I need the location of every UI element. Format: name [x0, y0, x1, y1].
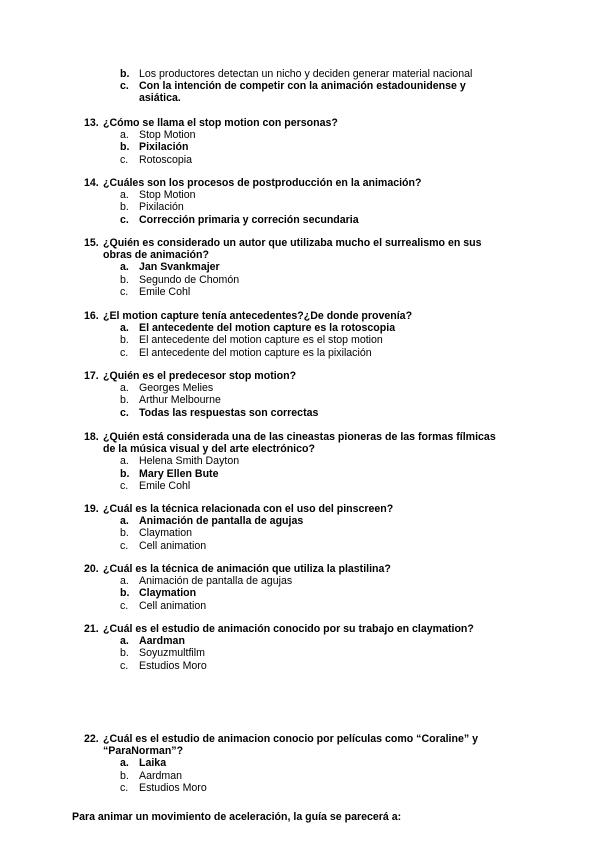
option-text: Laika	[139, 757, 167, 770]
option-text: Cell animation	[139, 539, 207, 552]
option-a	[0, 515, 600, 527]
option-text: Jan Svankmajer	[139, 261, 220, 274]
option-letter: a.	[120, 757, 129, 770]
option-text: Pixilación	[139, 141, 189, 154]
question-text: ¿Cuál es la técnica relacionada con el uso del pinscreen?	[103, 503, 394, 515]
question-text: ¿El motion capture tenía antecedentes?¿De donde provenía?	[103, 310, 413, 322]
question-13	[0, 117, 600, 166]
option-text: Arthur Melbourne	[139, 394, 221, 407]
option-c	[0, 214, 600, 226]
option-text: Georges Melies	[139, 382, 214, 395]
option-letter: b.	[120, 769, 129, 782]
question-number: 22.	[84, 733, 99, 745]
question-title	[0, 370, 600, 382]
question-text: ¿Cómo se llama el stop motion con personas?	[103, 117, 338, 129]
option-a	[0, 635, 600, 647]
option-c	[0, 600, 600, 612]
option-b	[0, 647, 600, 659]
option-letter: c.	[120, 781, 129, 794]
question-title	[0, 563, 600, 575]
option-text: Aardman	[139, 635, 185, 648]
option-c	[0, 347, 600, 359]
option-text: Los productores detectan un nicho y deciden generar material nacional	[139, 68, 473, 80]
option-c	[0, 660, 600, 672]
option-letter: c.	[120, 285, 129, 298]
question-title	[0, 177, 600, 189]
option-text: Soyuzmultfilm	[139, 647, 205, 660]
option-letter: b.	[120, 394, 129, 407]
option-letter: c.	[120, 599, 129, 612]
question-title	[0, 503, 600, 515]
option-c	[0, 286, 600, 298]
question-16	[0, 310, 600, 359]
option-letter: a.	[120, 575, 129, 588]
option-text: Helena Smith Dayton	[139, 455, 240, 468]
continued-option-b	[0, 68, 600, 80]
option-a	[0, 322, 600, 334]
option-text: Emile Cohl	[139, 479, 191, 492]
option-b	[0, 394, 600, 406]
option-text: Emile Cohl	[139, 285, 191, 298]
option-c	[0, 154, 600, 166]
option-a	[0, 129, 600, 141]
question-title	[0, 733, 600, 757]
option-text: El antecedente del motion capture es el stop motion	[139, 334, 383, 347]
option-letter: a.	[120, 382, 129, 395]
option-letter: c.	[120, 153, 129, 166]
option-c	[0, 782, 600, 794]
option-letter: c.	[120, 213, 129, 226]
continued-options	[0, 68, 600, 105]
question-number: 15.	[84, 237, 99, 249]
option-letter: a.	[120, 455, 129, 468]
option-b	[0, 334, 600, 346]
option-text: Aardman	[139, 769, 182, 782]
option-text: Estudios Moro	[139, 781, 207, 794]
question-22	[0, 733, 600, 794]
option-b	[0, 527, 600, 539]
option-text: Segundo de Chomón	[139, 273, 240, 286]
question-title	[0, 117, 600, 129]
option-text: Claymation	[139, 527, 192, 540]
question-number: 14.	[84, 177, 99, 189]
question-20	[0, 563, 600, 612]
option-text: Rotoscopia	[139, 153, 192, 166]
option-c	[0, 407, 600, 419]
option-letter: c.	[120, 406, 129, 419]
question-number: 17.	[84, 370, 99, 382]
option-letter: b.	[120, 201, 129, 214]
option-text: Estudios Moro	[139, 659, 207, 672]
option-text: Animación de pantalla de agujas	[139, 575, 293, 588]
option-letter: c.	[120, 479, 129, 492]
option-text: Cell animation	[139, 599, 207, 612]
question-number: 20.	[84, 563, 99, 575]
option-letter: b.	[120, 527, 129, 540]
option-text: El antecedente del motion capture es la pixilación	[139, 346, 372, 359]
option-text: Con la intención de competir con la animación estadounidense y asiática.	[139, 80, 466, 105]
question-text: ¿Cuáles son los procesos de postproducción en la animación?	[103, 177, 422, 189]
option-letter: a.	[120, 322, 129, 335]
option-letter: c.	[120, 80, 129, 93]
option-letter: a.	[120, 129, 129, 142]
question-title	[0, 237, 600, 261]
question-text: ¿Cuál es el estudio de animacion conocio por películas como “Coraline” y “ParaNorman”?	[103, 733, 478, 758]
option-letter: c.	[120, 346, 129, 359]
question-21	[0, 623, 600, 672]
option-text: Corrección primaria y correción secundaria	[139, 213, 359, 226]
option-c	[0, 540, 600, 552]
question-number: 21.	[84, 623, 99, 635]
continued-option-c	[0, 80, 600, 104]
option-text: Stop Motion	[139, 189, 196, 202]
question-title	[0, 310, 600, 322]
question-title	[0, 431, 600, 455]
option-b	[0, 468, 600, 480]
option-a	[0, 455, 600, 467]
option-text: Stop Motion	[139, 129, 196, 142]
option-letter: c.	[120, 539, 129, 552]
option-b	[0, 770, 600, 782]
option-b	[0, 201, 600, 213]
option-a	[0, 575, 600, 587]
question-text: ¿Quién es considerado un autor que utilizaba mucho el surrealismo en sus obras de animación?	[103, 237, 482, 262]
option-letter: a.	[120, 515, 129, 528]
question-15	[0, 237, 600, 298]
option-letter: a.	[120, 189, 129, 202]
section-intro-text: Para animar un movimiento de aceleración, la guía se parecerá a:	[72, 811, 402, 823]
option-a	[0, 261, 600, 273]
question-number: 19.	[84, 503, 99, 515]
question-text: ¿Cuál es la técnica de animación que utiliza la plastilina?	[103, 563, 391, 575]
option-text: El antecedente del motion capture es la rotoscopia	[139, 322, 396, 335]
option-letter: b.	[120, 647, 129, 660]
option-letter: b.	[120, 467, 130, 480]
question-14	[0, 177, 600, 226]
option-text: Mary Ellen Bute	[139, 467, 219, 480]
question-number: 16.	[84, 310, 99, 322]
question-title	[0, 623, 600, 635]
option-letter: c.	[120, 659, 129, 672]
question-18	[0, 431, 600, 492]
option-letter: b.	[120, 334, 129, 347]
option-letter: b.	[120, 587, 130, 600]
option-c	[0, 480, 600, 492]
option-a	[0, 382, 600, 394]
option-text: Claymation	[139, 587, 197, 600]
option-letter: b.	[120, 68, 130, 80]
option-text: Pixilación	[139, 201, 184, 214]
option-letter: b.	[120, 141, 130, 154]
question-number: 13.	[84, 117, 99, 129]
option-b	[0, 141, 600, 153]
question-19	[0, 503, 600, 552]
option-text: Animación de pantalla de agujas	[139, 515, 304, 528]
option-b	[0, 587, 600, 599]
option-b	[0, 274, 600, 286]
option-a	[0, 757, 600, 769]
question-number: 18.	[84, 431, 99, 443]
option-a	[0, 189, 600, 201]
option-letter: a.	[120, 635, 129, 648]
question-17	[0, 370, 600, 419]
option-letter: a.	[120, 261, 129, 274]
question-text: ¿Quién está considerada una de las cineastas pioneras de las formas fílmicas de la música visual y del arte electrónico?	[103, 431, 496, 456]
option-letter: b.	[120, 273, 129, 286]
question-text: ¿Cuál es el estudio de animación conocido por su trabajo en claymation?	[103, 623, 474, 635]
question-text: ¿Quién es el predecesor stop motion?	[103, 370, 297, 382]
option-text: Todas las respuestas son correctas	[139, 406, 319, 419]
